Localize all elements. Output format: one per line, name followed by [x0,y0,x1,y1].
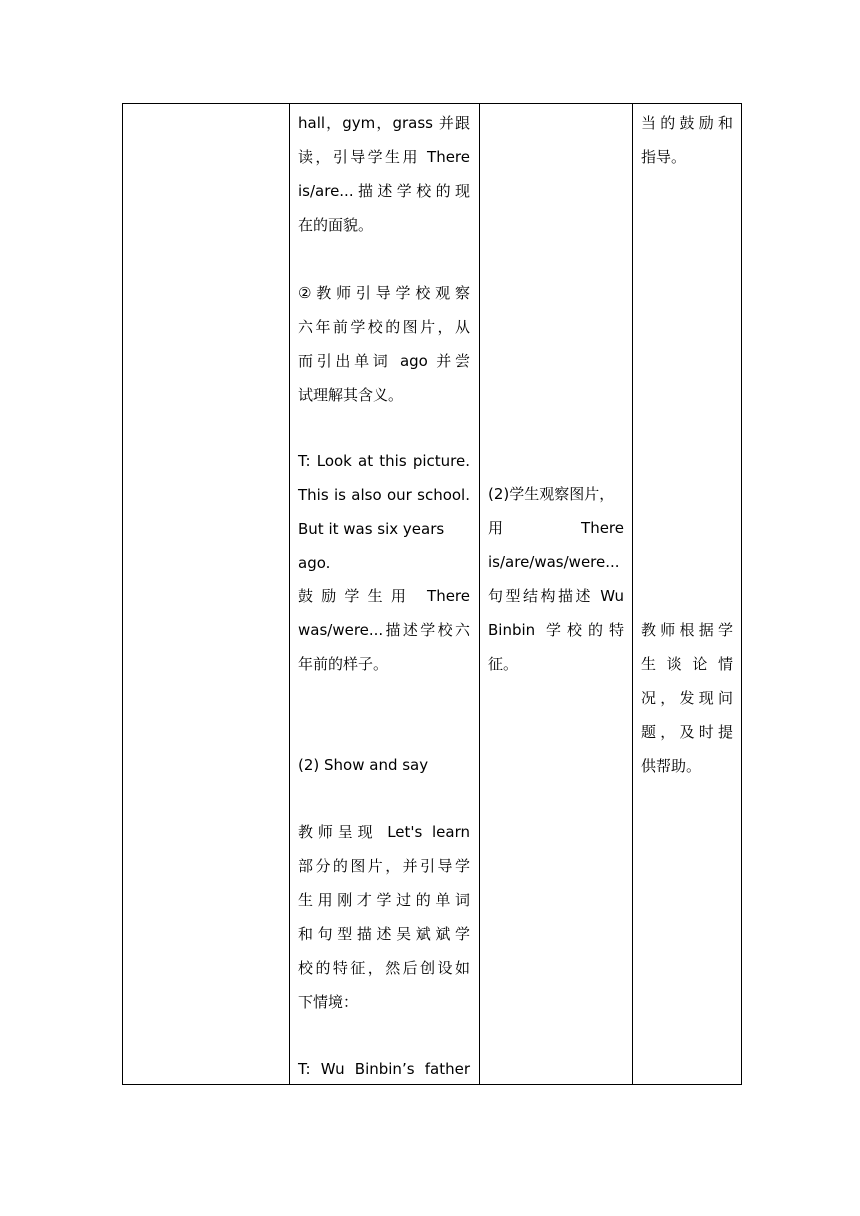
paragraph: 教师呈现 Let's learn 部分的图片，并引导学 生用刚才学过的单词 和句型描述吴斌斌学 校的特征，然后创设如 下情境： [298,823,470,1011]
table-row [123,104,742,1085]
paragraph: T: Look at this picture. This is also our school. But it was six years ago. [298,452,470,572]
teacher-activity-cell [290,104,480,1085]
student-activity-cell [480,104,633,1085]
paragraph: 鼓励学生用 There was/were...描述学校六 年前的样子。 [298,587,470,673]
paragraph: hall，gym，grass 并跟 读，引导学生用 There is/are...描述学校的现 在的面貌。 [298,114,470,234]
paragraph: T: Wu Binbin’s father [298,1060,470,1078]
paragraph: 教师根据学 生谈论情 况，发现问 题，及时提 供帮助。 [641,621,733,775]
lesson-plan-table [122,103,742,1085]
paragraph: (2) Show and say [298,756,429,774]
table-cell-empty [123,104,290,1085]
design-intent-cell [633,104,742,1085]
paragraph: ②教师引导学校观察 六年前学校的图片，从 而引出单词 ago 并尝 试理解其含义。 [298,284,470,404]
paragraph: (2)学生观察图片， 用 There is/are/was/were... 句型结构描述 Wu Binbin 学校的特 征。 [488,485,624,673]
paragraph: 当的鼓励和 指导。 [641,114,733,166]
